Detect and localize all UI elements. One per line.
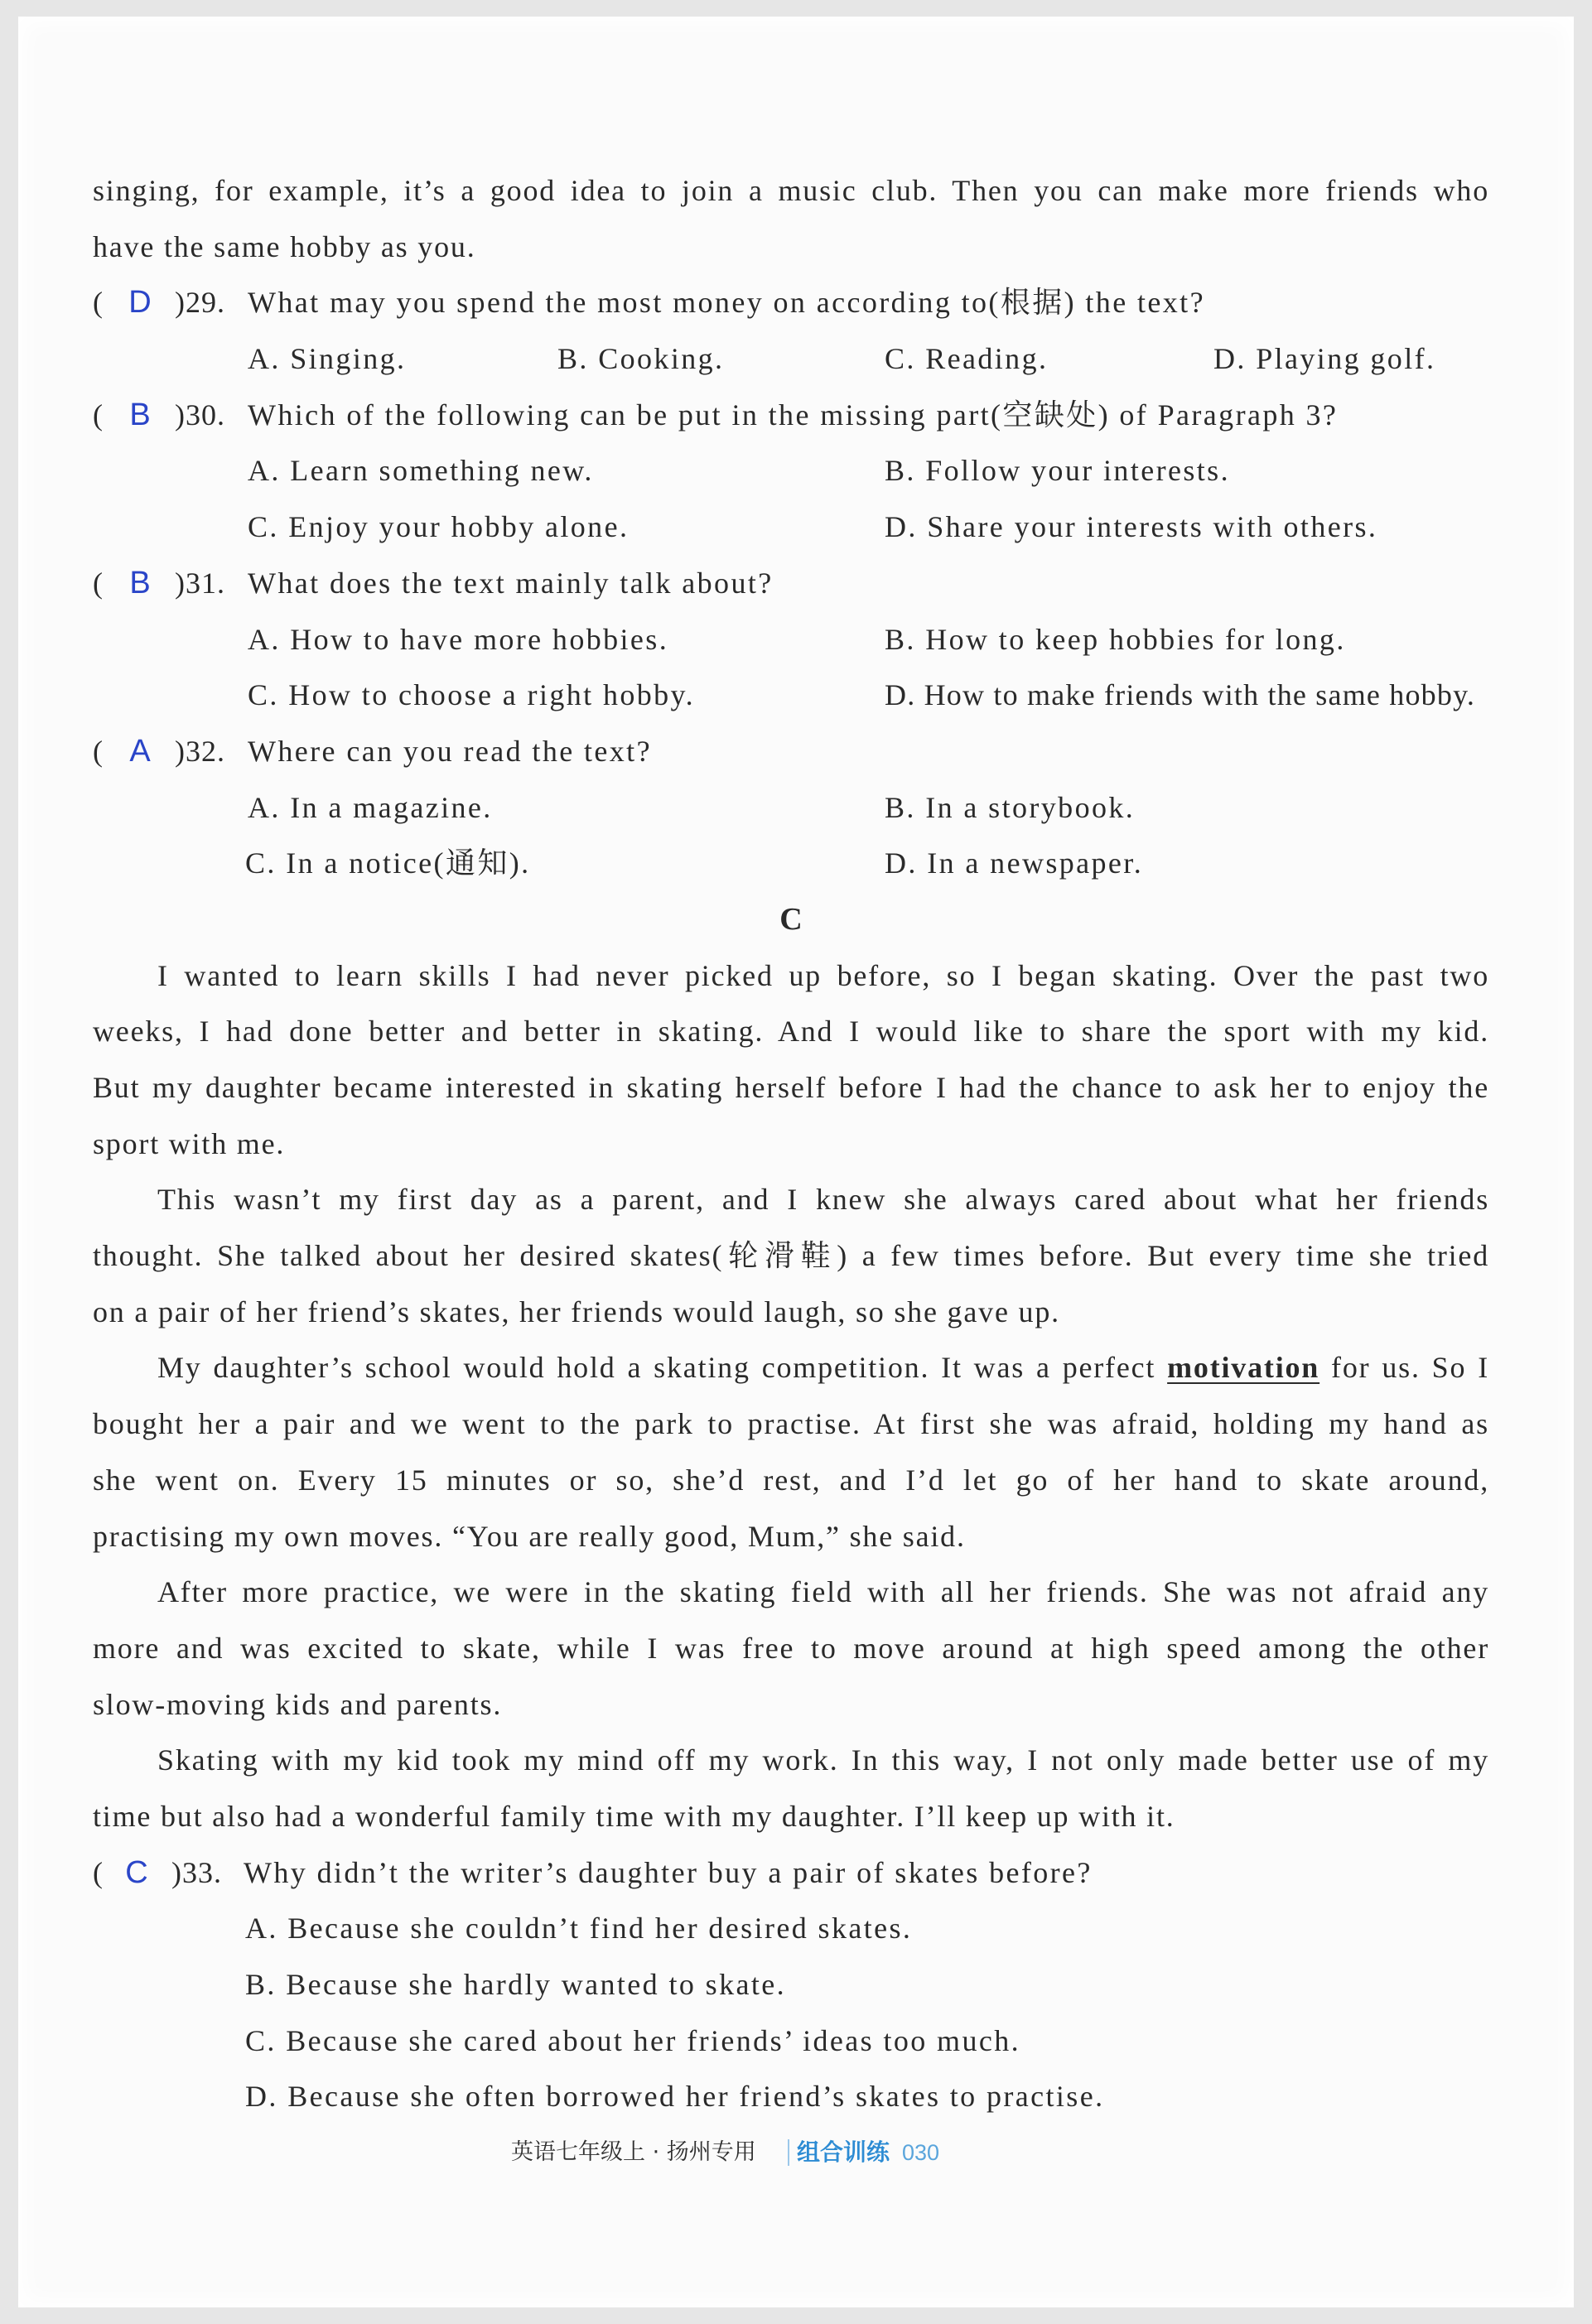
option-a: A. Learn something new. bbox=[248, 454, 594, 488]
paragraph-line: But my daughter became interested in skating herself before I had the chance to ask her to enjoy the bbox=[93, 1071, 1489, 1104]
options-row bbox=[0, 612, 1592, 668]
option-d: D. Playing golf. bbox=[1213, 342, 1436, 376]
option-a: A. Because she couldn’t find her desired skates. bbox=[245, 1912, 913, 1946]
paragraph-text: for us. So I bbox=[1319, 1351, 1489, 1385]
paragraph-line: weeks, I had done better and better in skating. And I would like to share the sport with my kid. bbox=[93, 1015, 1489, 1049]
answer-bracket-open: ( bbox=[93, 734, 103, 768]
options-row bbox=[0, 780, 1592, 837]
answer-bracket-close: ) bbox=[175, 566, 186, 600]
answer-letter: B bbox=[129, 565, 151, 600]
footer-book-title: 英语七年级上 · 扬州专用 bbox=[511, 2139, 756, 2165]
paragraph-line-row bbox=[0, 1453, 1592, 1509]
paragraph-line-row bbox=[0, 1789, 1592, 1845]
question-stem: Which of the following can be put in the missing part(空缺处) of Paragraph 3? bbox=[248, 398, 1339, 432]
paragraph-text: My daughter’s school would hold a skating competition. It was a perfect bbox=[157, 1351, 1168, 1385]
question-30 bbox=[0, 388, 1592, 444]
question-number bbox=[171, 1845, 222, 1902]
options-row bbox=[0, 836, 1592, 892]
paragraph-line-row bbox=[0, 1396, 1592, 1453]
option-b: B. Follow your interests. bbox=[885, 454, 1230, 488]
paragraph-line-row bbox=[0, 1733, 1592, 1789]
option-a: A. In a magazine. bbox=[248, 790, 493, 824]
options-row bbox=[0, 2013, 1592, 2070]
paragraph-line: bought her a pair and we went to the park to practise. At first she was afraid, holding my hand as bbox=[93, 1407, 1489, 1441]
question-33 bbox=[0, 1845, 1592, 1902]
paragraph-line: I wanted to learn skills I had never picked up before, so I began skating. Over the past two bbox=[157, 958, 1489, 992]
answer-bracket-close: ) bbox=[171, 1855, 182, 1889]
option-d: D. In a newspaper. bbox=[885, 846, 1144, 880]
passage-b-line-row bbox=[0, 163, 1592, 219]
option-c: C. Because she cared about her friends’ ideas too much. bbox=[245, 2023, 1021, 2057]
question-29 bbox=[0, 275, 1592, 331]
option-d: D. Because she often borrowed her friend’s skates to practise. bbox=[245, 2080, 1105, 2114]
answer-bracket-close: ) bbox=[175, 398, 186, 432]
options-row bbox=[0, 2069, 1592, 2125]
paragraph-line-row bbox=[0, 1172, 1592, 1228]
answer-bracket-open: ( bbox=[93, 1855, 103, 1889]
question-number bbox=[175, 724, 225, 780]
paragraph-line-row bbox=[0, 1116, 1592, 1173]
option-d: D. How to make friends with the same hobby. bbox=[885, 678, 1476, 712]
paragraph-line-row bbox=[0, 1509, 1592, 1565]
passage-b-line: singing, for example, it’s a good idea to join a music club. Then you can make more friends who bbox=[93, 174, 1489, 207]
options-row bbox=[0, 499, 1592, 556]
paragraph-line-row bbox=[0, 1340, 1592, 1396]
option-c: C. Reading. bbox=[885, 342, 1049, 376]
paragraph-line: she went on. Every 15 minutes or so, she’d rest, and I’d let go of her hand to skate around, bbox=[93, 1463, 1489, 1497]
paragraph-line-row bbox=[0, 1621, 1592, 1677]
paragraph-line: on a pair of her friend’s skates, her friends would laugh, so she gave up. bbox=[93, 1295, 1060, 1328]
option-b: B. Because she hardly wanted to skate. bbox=[245, 1968, 787, 2001]
paragraph-line: time but also had a wonderful family time with my daughter. I’ll keep up with it. bbox=[93, 1799, 1175, 1833]
keyword-bold: motivation bbox=[1167, 1351, 1320, 1385]
paragraph-line-row bbox=[0, 1677, 1592, 1733]
answer-letter: A bbox=[129, 733, 151, 769]
section-heading-row bbox=[0, 892, 1592, 948]
passage-b-line: have the same hobby as you. bbox=[93, 229, 476, 263]
options-row bbox=[0, 668, 1592, 724]
answer-letter: D bbox=[128, 285, 152, 321]
footer-series-label: 组合训练 bbox=[797, 2138, 890, 2166]
paragraph-line: sport with me. bbox=[93, 1126, 286, 1160]
options-row bbox=[0, 1901, 1592, 1957]
question-31 bbox=[0, 556, 1592, 612]
section-heading: C bbox=[779, 901, 803, 937]
question-stem: What may you spend the most money on according to(根据) the text? bbox=[248, 286, 1205, 320]
question-stem: What does the text mainly talk about? bbox=[248, 566, 774, 600]
paragraph-line-row bbox=[0, 1004, 1592, 1060]
answer-bracket-open: ( bbox=[93, 398, 103, 432]
paragraph-line-row bbox=[0, 1060, 1592, 1116]
question-number-text: 32. bbox=[186, 734, 225, 768]
answer-bracket-close: ) bbox=[175, 286, 186, 320]
question-stem: Where can you read the text? bbox=[248, 734, 652, 768]
paragraph-line: thought. She talked about her desired skates(轮滑鞋) a few times before. But every time she tried bbox=[93, 1239, 1489, 1273]
paragraph-line: slow-moving kids and parents. bbox=[93, 1687, 503, 1721]
paragraph-line: practising my own moves. “You are really good, Mum,” she said. bbox=[93, 1519, 966, 1553]
question-number bbox=[175, 556, 225, 612]
answer-bracket-open: ( bbox=[93, 566, 103, 600]
option-a: A. Singing. bbox=[248, 342, 407, 376]
option-b: B. How to keep hobbies for long. bbox=[885, 622, 1346, 656]
footer-divider bbox=[788, 2139, 789, 2166]
question-stem: Why didn’t the writer’s daughter buy a pair of skates before? bbox=[244, 1855, 1093, 1889]
page-number: 030 bbox=[902, 2140, 940, 2165]
question-number-text: 30. bbox=[186, 398, 225, 432]
paragraph-line-row bbox=[0, 948, 1592, 1005]
option-b: B. In a storybook. bbox=[885, 790, 1136, 824]
option-a: A. How to have more hobbies. bbox=[248, 622, 669, 656]
paragraph-line-row bbox=[0, 1285, 1592, 1341]
paragraph-line: more and was excited to skate, while I was free to move around at high speed among the other bbox=[93, 1631, 1489, 1665]
options-row bbox=[0, 1957, 1592, 2013]
passage-b-line-row bbox=[0, 219, 1592, 276]
question-number-text: 31. bbox=[186, 566, 225, 600]
option-c: C. How to choose a right hobby. bbox=[248, 678, 696, 712]
answer-letter: B bbox=[129, 397, 151, 432]
question-number bbox=[175, 275, 225, 331]
answer-letter: C bbox=[125, 1854, 148, 1890]
option-d: D. Share your interests with others. bbox=[885, 510, 1378, 544]
option-c: C. In a notice(通知). bbox=[245, 846, 531, 880]
question-number bbox=[175, 388, 225, 444]
paragraph-line-row bbox=[0, 1565, 1592, 1621]
option-b: B. Cooking. bbox=[557, 342, 725, 376]
question-number-text: 29. bbox=[186, 286, 225, 320]
answer-bracket-close: ) bbox=[175, 734, 186, 768]
options-row bbox=[0, 443, 1592, 499]
option-c: C. Enjoy your hobby alone. bbox=[248, 510, 630, 544]
options-row bbox=[0, 331, 1592, 388]
answer-bracket-open: ( bbox=[93, 286, 103, 320]
paragraph-line: Skating with my kid took my mind off my work. In this way, I not only made better use of my bbox=[157, 1743, 1489, 1777]
question-32 bbox=[0, 724, 1592, 780]
question-number-text: 33. bbox=[182, 1855, 222, 1889]
paragraph-line: This wasn’t my first day as a parent, and I knew she always cared about what her friends bbox=[157, 1183, 1489, 1217]
worksheet-content bbox=[0, 163, 1592, 2125]
page-footer bbox=[0, 2137, 1592, 2168]
paragraph-line bbox=[157, 1340, 1489, 1396]
paragraph-line-row bbox=[0, 1228, 1592, 1285]
paragraph-line: After more practice, we were in the skating field with all her friends. She was not afraid any bbox=[157, 1575, 1489, 1609]
